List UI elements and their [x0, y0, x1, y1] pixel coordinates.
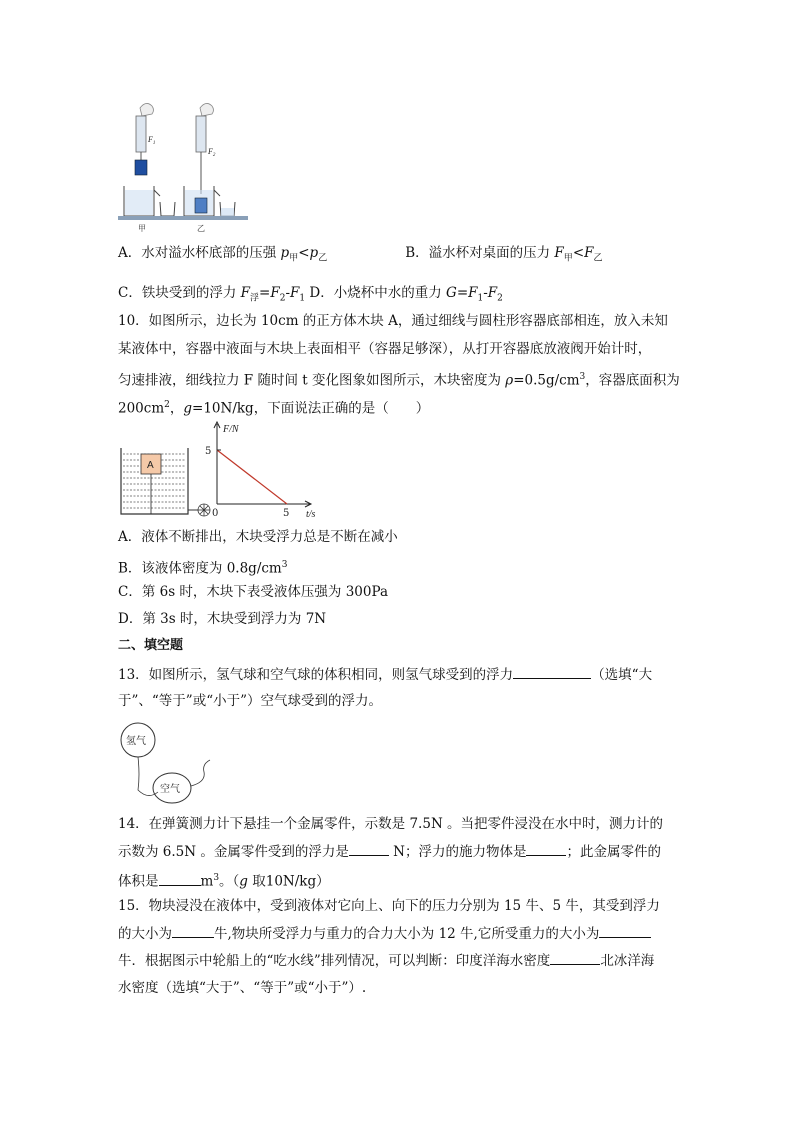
q14-source-blank[interactable]	[526, 841, 566, 856]
q15-buoyancy-blank[interactable]	[172, 923, 214, 938]
q9-option-c: C．铁块受到的浮力 $F_浮=F_2-F_1$	[118, 285, 306, 304]
q9-option-a: A．水对溢水杯底部的压强 $p_甲<p_乙$	[118, 245, 328, 264]
q10-force-time-graph	[202, 420, 327, 518]
svg-text:F2: $F_2$	[208, 147, 216, 158]
svg-text:氢气: 氢气	[126, 736, 146, 747]
force-line	[217, 450, 287, 504]
q14-buoyancy-blank[interactable]	[349, 841, 389, 856]
q9-option-row-ab	[118, 243, 603, 269]
q15-line-1: 15．物块浸没在液体中，受到液体对它向上、向下的压力分别为 15 牛、5 牛，其受到浮力	[118, 898, 660, 914]
q9-option-row-cd	[118, 283, 503, 309]
q14-line-3: 体积是 $m^3$。（g 取10N/kg）	[118, 868, 330, 892]
svg-text:甲: 甲	[138, 224, 146, 233]
origin-label: 0	[212, 508, 219, 518]
svg-text:乙: 乙	[197, 224, 205, 233]
q10-line-3: 匀速排液，细线拉力 F 随时间 t 变化图象如图所示，木块密度为 $\rho=0.5g/cm^3$，容器底面积为	[118, 372, 680, 389]
q14-line-1: 14．在弹簧测力计下悬挂一个金属零件，示数是 7.5N 。当把零件浸没在水中时，测力计的	[118, 816, 664, 832]
y-axis-label: F/N	[223, 424, 239, 435]
spring-scale-1	[136, 116, 146, 152]
table	[118, 216, 248, 220]
q15-gravity-blank[interactable]	[599, 923, 651, 938]
spring-scale-2	[196, 116, 206, 152]
q9-option-b: B．溢水杯对桌面的压力 $F_甲<F_乙$	[405, 245, 603, 264]
q10-line-1: 10．如图所示，边长为 10cm 的正方体木块 A，通过细线与圆柱形容器底部相连，放入未知	[118, 313, 668, 329]
svg-text:F1: $F_1$	[148, 135, 156, 146]
svg-text:A: A	[147, 460, 154, 471]
q10-option-b: B．该液体密度为 $0.8g/cm^3$	[118, 560, 288, 577]
q9-option-d: D．小烧杯中水的重力 $G=F_1-F_2$	[305, 285, 503, 304]
q10-option-c: C．第 6s 时，木块下表受液体压强为 300Pa	[118, 584, 389, 600]
hand-icon	[140, 103, 214, 116]
small-beaker-1	[160, 202, 175, 216]
q13-answer-blank[interactable]	[513, 664, 591, 679]
q10-option-a: A．液体不断排出，木块受浮力总是不断在减小	[118, 529, 398, 545]
section-heading: 二、填空题	[118, 638, 184, 653]
q15-line-4: 水密度（选填“大于”、“等于”或“小于”）.	[118, 980, 367, 996]
svg-text:空气: 空气	[160, 784, 180, 795]
q10-option-d: D．第 3s 时，木块受到浮力为 7N	[118, 611, 327, 627]
y-tick-5: 5	[205, 446, 212, 457]
q10-line-4: $200cm^2$，g=10N/kg，下面说法正确的是（ ）	[118, 400, 430, 417]
q13-line-2: 于”、“等于”或“小于”）空气球受到的浮力。	[118, 693, 383, 709]
iron-block-1	[135, 160, 147, 175]
x-axis-label: t/s	[306, 509, 316, 518]
q14-line-2: 示数为 6.5N 。金属零件受到的浮力是 N；浮力的施力物体是 ；此金属零件的	[118, 841, 661, 862]
q10-line-2: 某液体中，容器中液面与木块上表面相平（容器足够深），从打开容器底放液阀开始计时，	[118, 341, 652, 357]
iron-block-2	[195, 198, 207, 213]
q15-line-3: 牛．根据图示中轮船上的“吃水线”排列情况，可以判断：印度洋海水密度 北冰洋海	[118, 950, 654, 971]
q15-line-2: 的大小为 牛,物块所受浮力与重力的合力大小为 12 牛,它所受重力的大小为	[118, 923, 651, 944]
q9-figure	[118, 98, 250, 233]
x-tick-5: 5	[283, 508, 290, 518]
q15-density-blank[interactable]	[550, 950, 600, 965]
q14-volume-blank[interactable]	[159, 871, 201, 886]
q13-balloon-figure	[118, 720, 218, 808]
q13-line-1: 13．如图所示，氢气球和空气球的体积相同，则氢气球受到的浮力 （选填“大	[118, 664, 652, 685]
